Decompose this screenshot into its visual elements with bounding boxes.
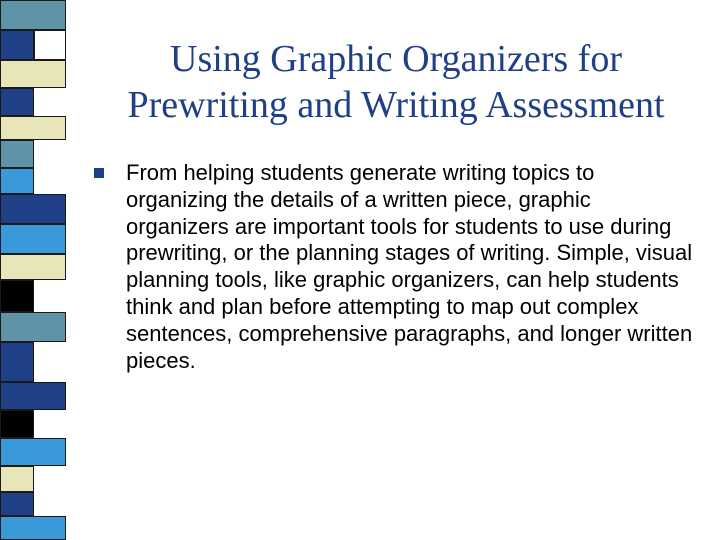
bullet-list (94, 160, 694, 374)
stripe-block (0, 60, 66, 88)
stripe-block (0, 224, 66, 254)
bullet-item (94, 160, 694, 374)
stripe-block (0, 466, 34, 492)
square-bullet-icon (94, 168, 104, 178)
stripe-block (0, 516, 66, 540)
stripe-block (0, 312, 66, 342)
stripe-block (0, 88, 34, 116)
stripe-block (0, 492, 34, 516)
stripe-block (0, 382, 66, 410)
decorative-stripe (0, 0, 66, 540)
stripe-block (0, 438, 66, 466)
stripe-block (0, 254, 66, 280)
stripe-block (0, 168, 34, 194)
stripe-block (0, 194, 66, 224)
title-line-2: Prewriting and Writing Assessment (127, 84, 665, 126)
stripe-block (0, 0, 66, 30)
bullet-text: From helping students generate writing topics to organizing the details of a written piece, graphic organizers are important tools for students to use during prewriting, or the planning stages of writing. Simple, visual planning tools, like graphic organizers, can help students think and plan before attempting to map out complex sentences, comprehensive paragraphs, and longer written pieces. (126, 160, 693, 373)
slide-title (96, 36, 696, 128)
stripe-block (0, 116, 66, 140)
stripe-block (34, 30, 66, 60)
title-line-1: Using Graphic Organizers for (170, 38, 622, 80)
stripe-block (0, 342, 34, 382)
stripe-block (0, 410, 34, 438)
stripe-block (0, 280, 34, 312)
stripe-block (0, 140, 34, 168)
stripe-block (0, 30, 34, 60)
